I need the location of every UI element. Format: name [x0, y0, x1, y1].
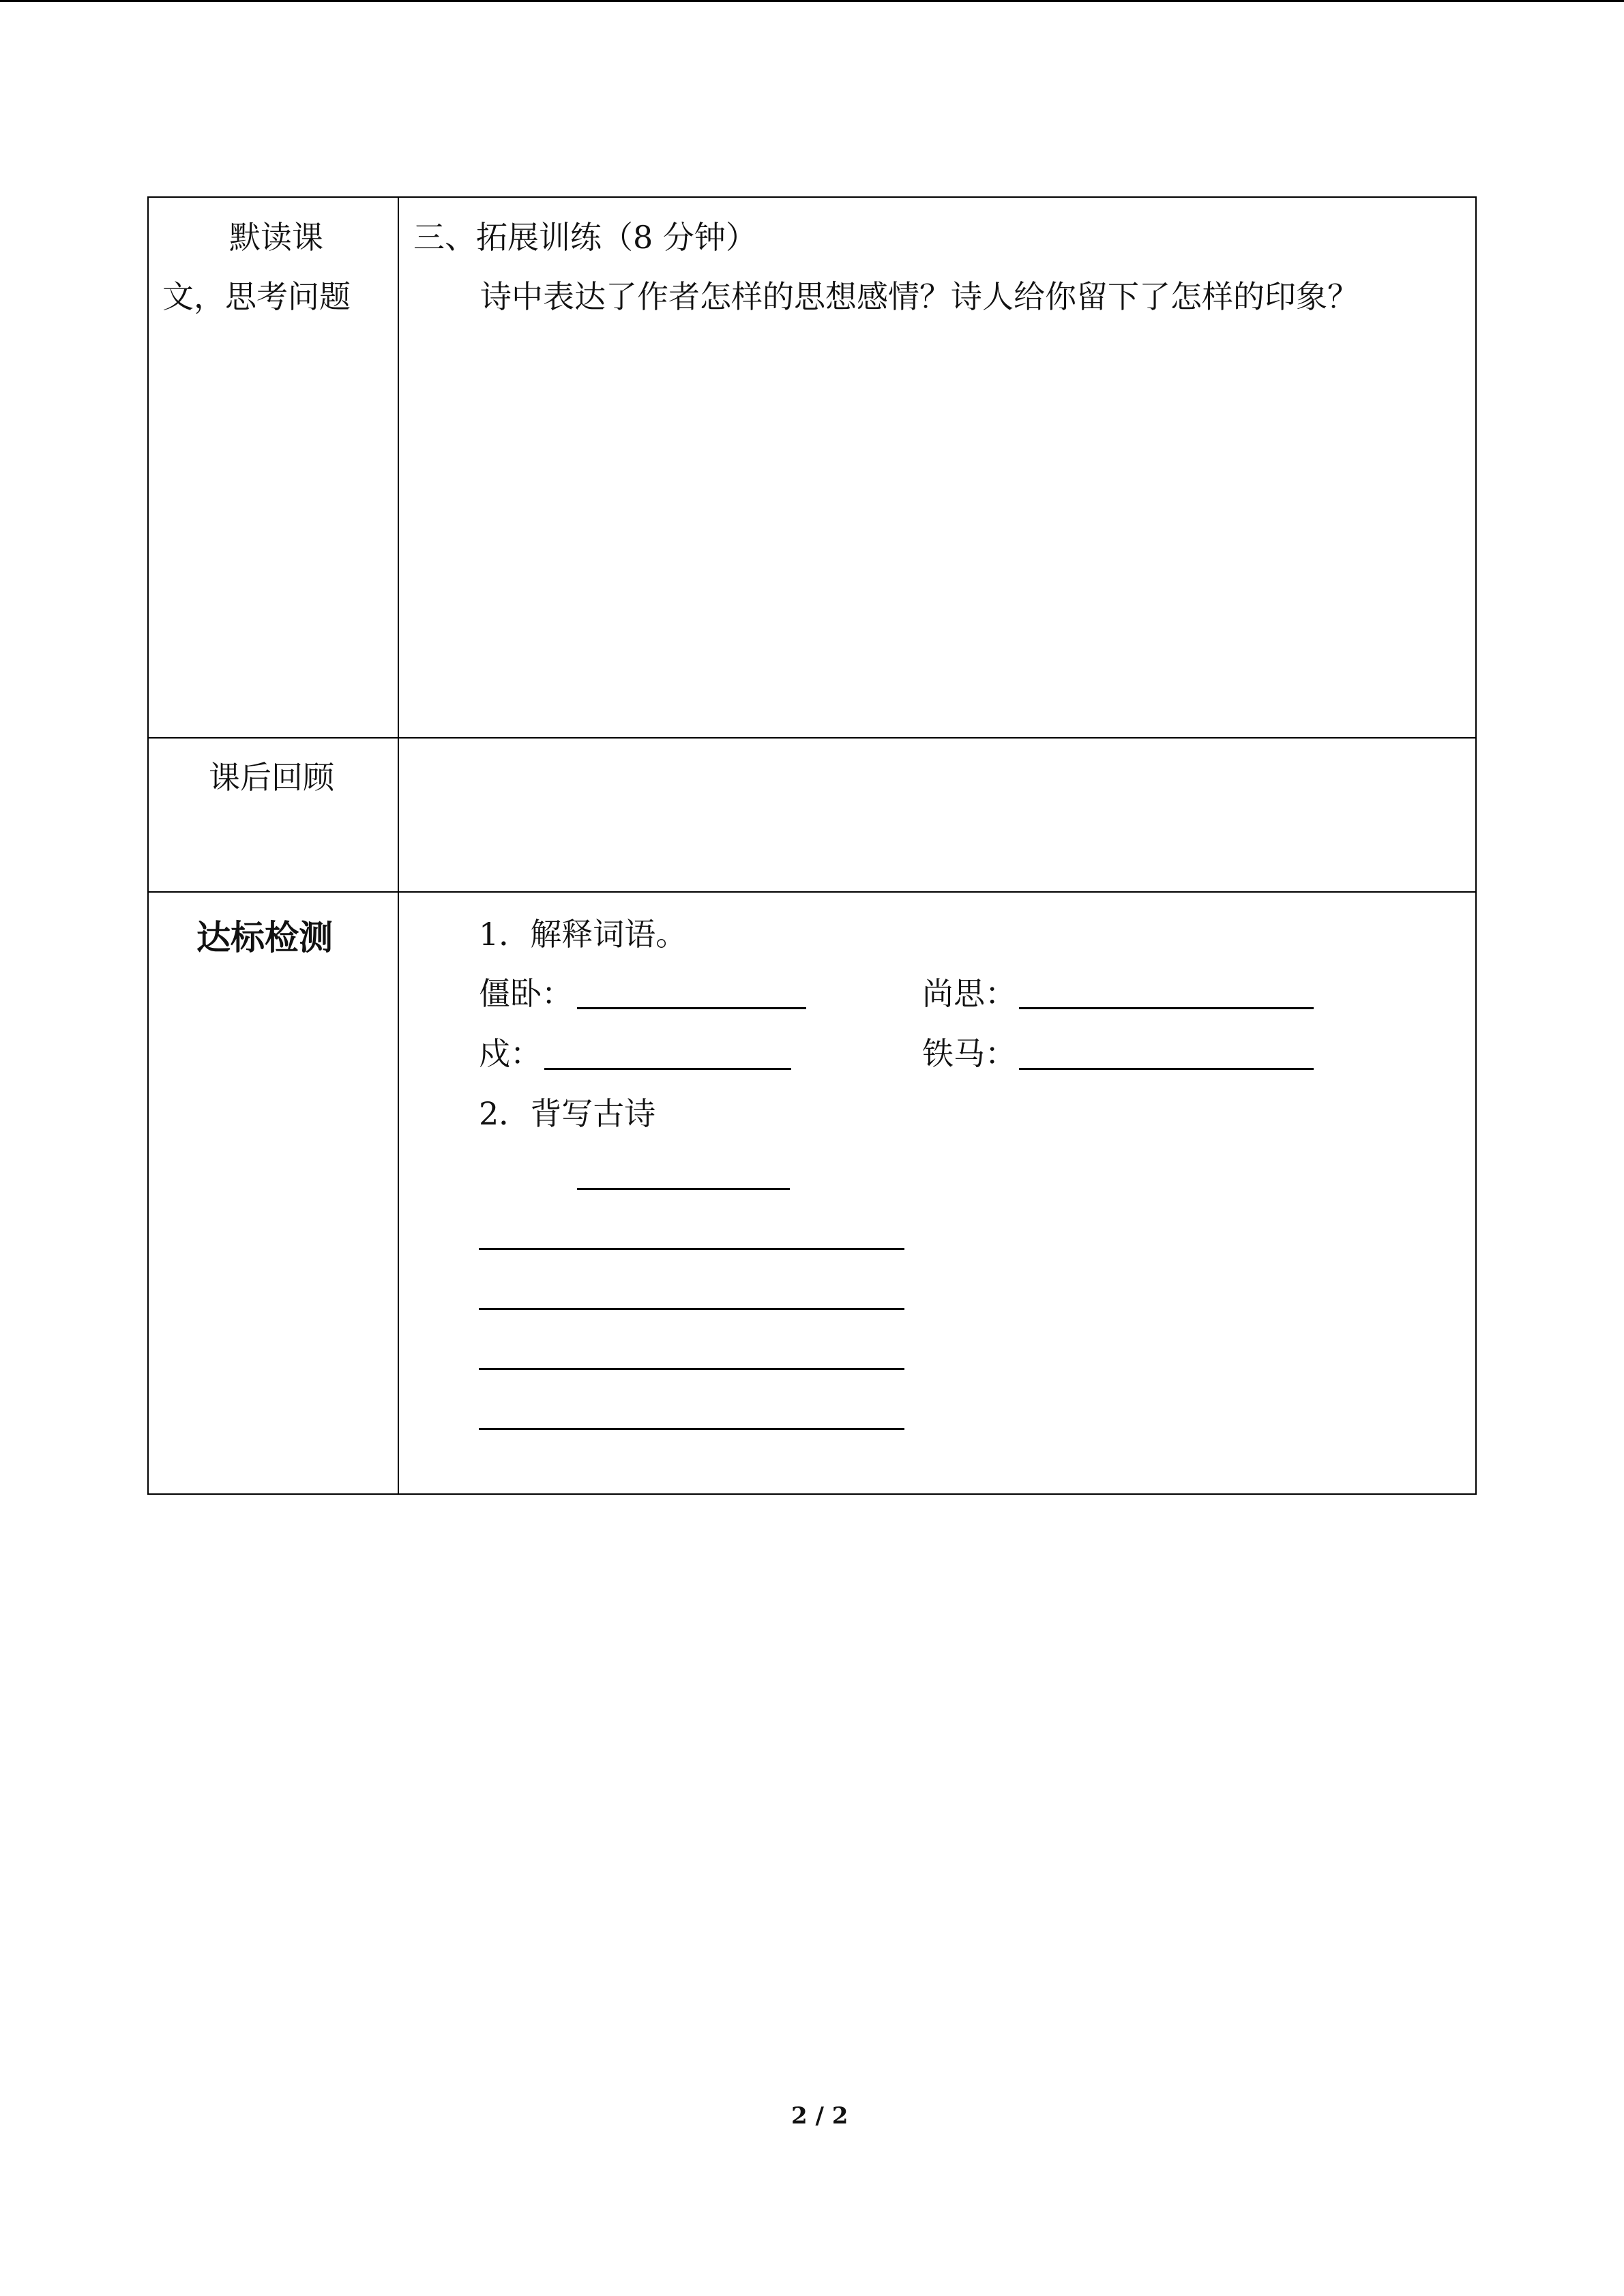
row2-label: 课后回顾 — [209, 759, 334, 796]
answer-line-term2[interactable] — [1019, 1007, 1314, 1009]
row-divider-1 — [147, 737, 1477, 739]
row3-label: 达标检测 — [196, 918, 333, 957]
term-label-4: 铁马： — [922, 1035, 1016, 1072]
term-label-3: 戍： — [479, 1035, 542, 1072]
page-top-border — [0, 0, 1624, 2]
item1-heading: 1．解释词语。 — [479, 916, 688, 953]
answer-line-term4[interactable] — [1019, 1068, 1314, 1070]
extension-question: 诗中表达了作者怎样的思想感情？诗人给你留下了怎样的印象？ — [480, 278, 1359, 315]
row-divider-2 — [147, 891, 1477, 893]
poem-line-1[interactable] — [479, 1248, 904, 1250]
poem-line-4[interactable] — [479, 1428, 904, 1430]
answer-line-term1[interactable] — [577, 1007, 806, 1009]
poem-line-2[interactable] — [479, 1308, 904, 1310]
answer-line-term3[interactable] — [544, 1068, 791, 1070]
poem-line-3[interactable] — [479, 1368, 904, 1370]
column-divider — [398, 196, 399, 1495]
row1-label-line1: 默读课 — [229, 219, 323, 256]
extension-training-heading: 三、拓展训练（8 分钟） — [413, 219, 757, 256]
row1-label-line2: 文，思考问题 — [162, 278, 351, 315]
item2-heading: 2．背写古诗 — [479, 1095, 656, 1132]
page-number: 2 / 2 — [791, 2102, 848, 2130]
worksheet-table — [147, 196, 1477, 1495]
term-label-2: 尚思： — [922, 975, 1016, 1012]
poem-title-line[interactable] — [577, 1188, 790, 1190]
term-label-1: 僵卧： — [479, 975, 573, 1012]
